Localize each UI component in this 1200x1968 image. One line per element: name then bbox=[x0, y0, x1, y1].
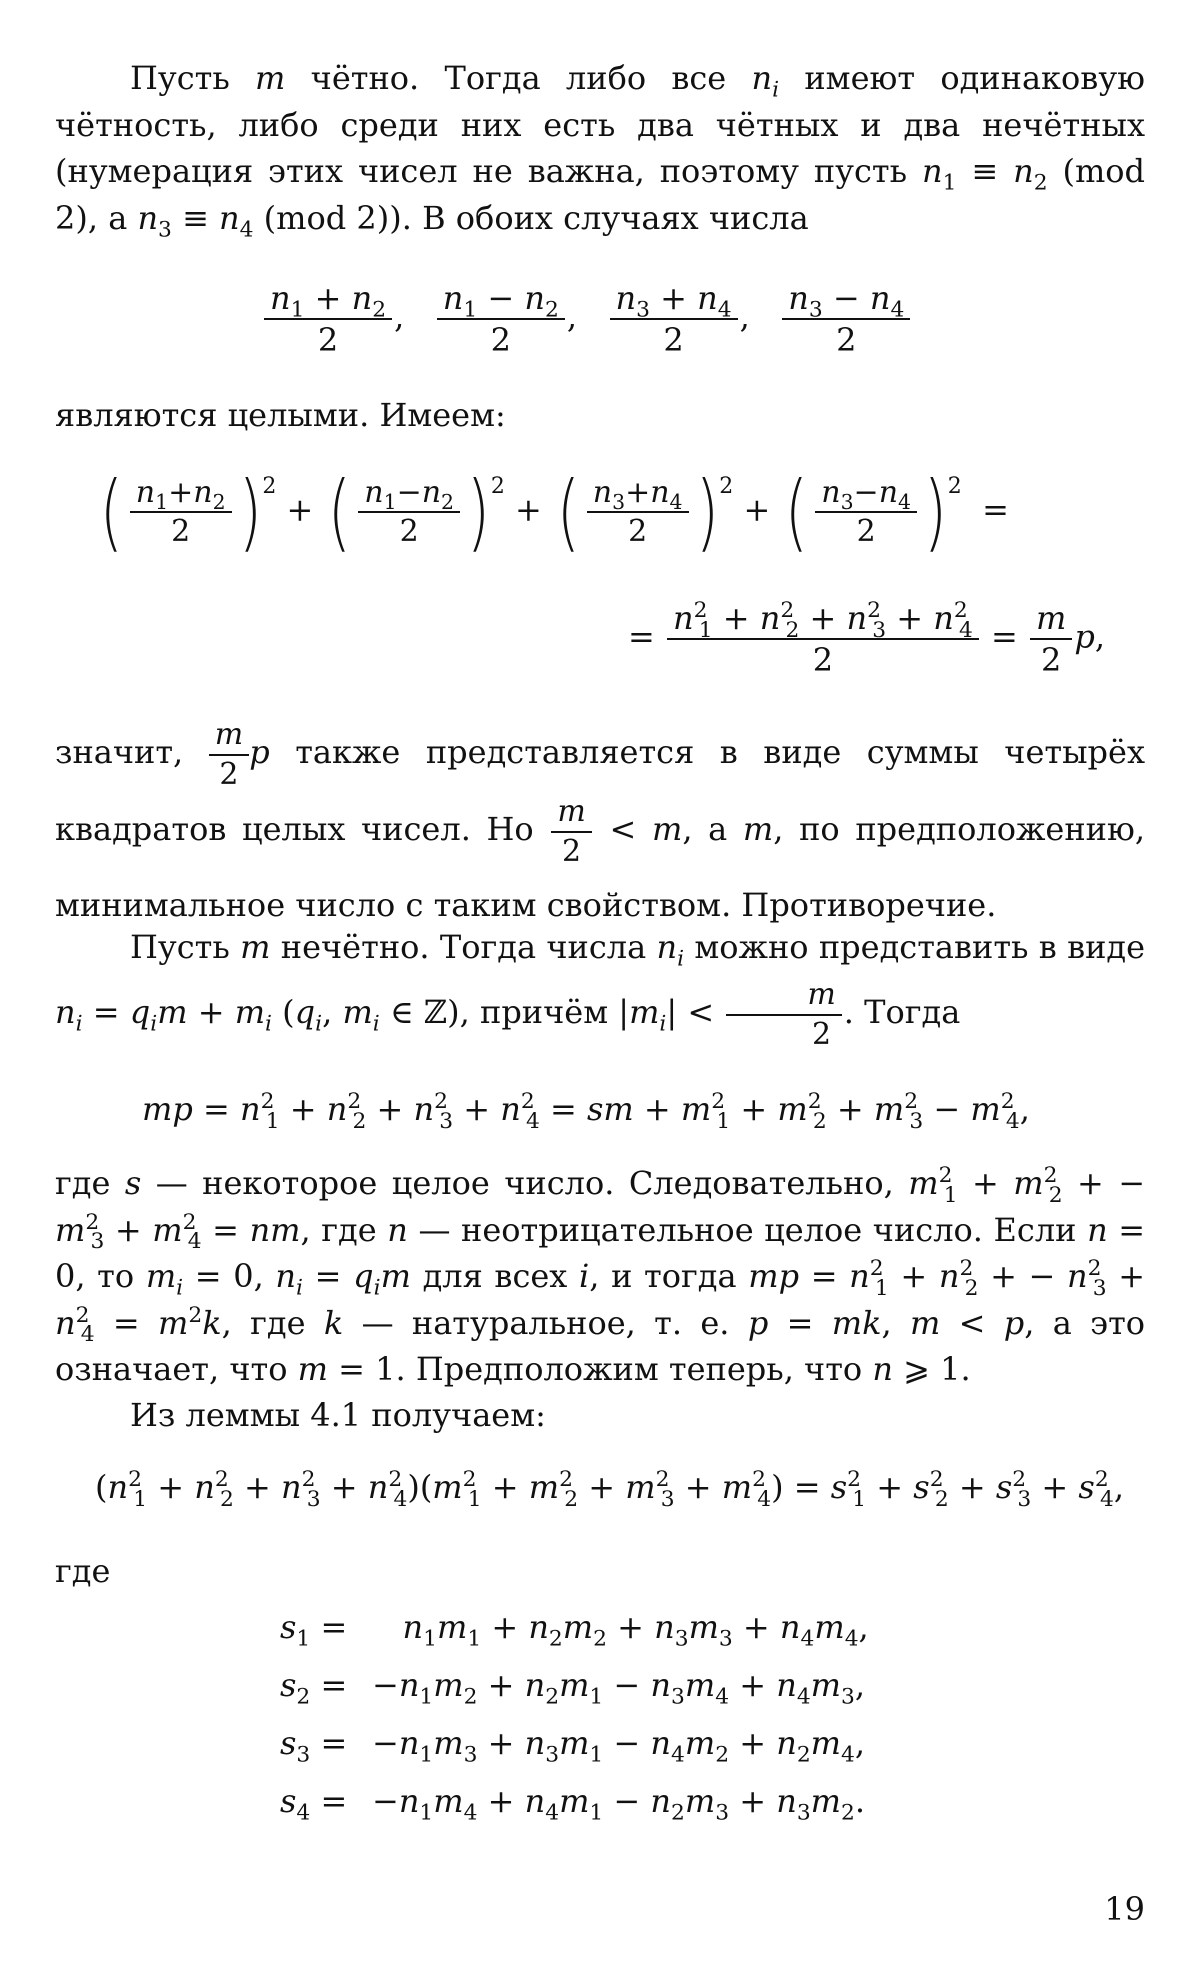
paragraph-4: Пусть m нечётно. Тогда числа $n_i$ можно представить в виде $n_i = q_im + m_i$ ($q_i$, $m_i$ ∈ ℤ), причём $|m_i|$ < $\frac{m}{2}$ . Тогда bbox=[55, 928, 1146, 1052]
s2-row: $s_2 = -n_1m_2 + n_2m_1 - n_3m_4 + n_4m_3$, bbox=[280, 1666, 866, 1710]
s1-row: $s_1$ = $n_1m_1 + n_2m_2 + n_3m_3 + n_4m_4$, bbox=[280, 1608, 869, 1652]
page-number: 19 bbox=[1104, 1890, 1145, 1928]
equation-squares-sum: ( $\frac{n_1+n_2}{2}$ )$^2$ + ( $\frac{n_1-n_2}{2}$ )$^2$ + ( $\frac{n_3+n_4}{2}$ )$^2$ + ( $\frac{n_3-n_4}{2}$ )$^2$ = bbox=[99, 463, 1009, 561]
equation-lemma: $(n^2_1 + n^2_2 + n^2_3 + n^2_4)(m^2_1 + m^2_2 + m^2_3 + m^2_4) = s^2_1 + s^2_2 + s^2_3 + s^2_4$, bbox=[95, 1467, 1124, 1512]
paragraph-3: значит, $\frac{m}{2}$ p также представляется в виде суммы четырёх квадратов целых чисел. Но $\frac{m}{2}$ < m, а m, по предположению, минимальное число с таким свойством. Противоречие. bbox=[55, 717, 1146, 924]
s-system bbox=[280, 1608, 869, 1840]
equation-mp: mp = $n^2_1 + n^2_2 + n^2_3 + n^2_4$ = sm + $m^2_1 + m^2_2 + m^2_3 - m^2_4$, bbox=[142, 1089, 1030, 1134]
paragraph-1: Пусть m чётно. Тогда либо все $n_i$ имеют одинаковую чётность, либо среди них есть два чётных и два нечётных (нумерация этих чисел не важна, поэтому пусть $n_1 \equiv n_2$ (mod 2), а $n_3 \equiv n_4$ (mod 2)). В обоих случаях числа bbox=[55, 59, 1146, 243]
fractions-row: $\frac{n_1 + n_2}{2}$ , $\frac{n_1 - n_2}{2}$ , $\frac{n_3 + n_4}{2}$ , $\frac{n_3 - n_4}{2}$ bbox=[262, 278, 912, 360]
paragraph-2: являются целыми. Имеем: bbox=[55, 396, 506, 434]
equation-result: = $\frac{n^2_1 + n^2_2 + n^2_3 + n^2_4}{2}$ = $\frac{m}{2}$ p, bbox=[628, 598, 1105, 679]
s3-row: $s_3 = -n_1m_3 + n_3m_1 - n_4m_2 + n_2m_4$, bbox=[280, 1724, 866, 1768]
paragraph-6: Из леммы 4.1 получаем: bbox=[130, 1396, 546, 1434]
paragraph-5: где s — некоторое целое число. Следовательно, $m^2_1 + m^2_2$ + − $m^2_3 + m^2_4$ = nm, где n — неотрицательное целое число. Если n = 0, то $m_i = 0$, $n_i = q_im$ для всех i, и тогда mp = $n^2_1 + n^2_2$ + − $n^2_3 + n^2_4 = m^2k$, где k — натуральное, т. е. p = mk, m < p, а это означает, что m = 1. Предположим теперь, что n ⩾ 1. bbox=[55, 1163, 1146, 1388]
paragraph-7: где bbox=[55, 1552, 111, 1590]
s4-row: $s_4 = -n_1m_4 + n_4m_1 - n_2m_3 + n_3m_2$. bbox=[280, 1782, 866, 1826]
